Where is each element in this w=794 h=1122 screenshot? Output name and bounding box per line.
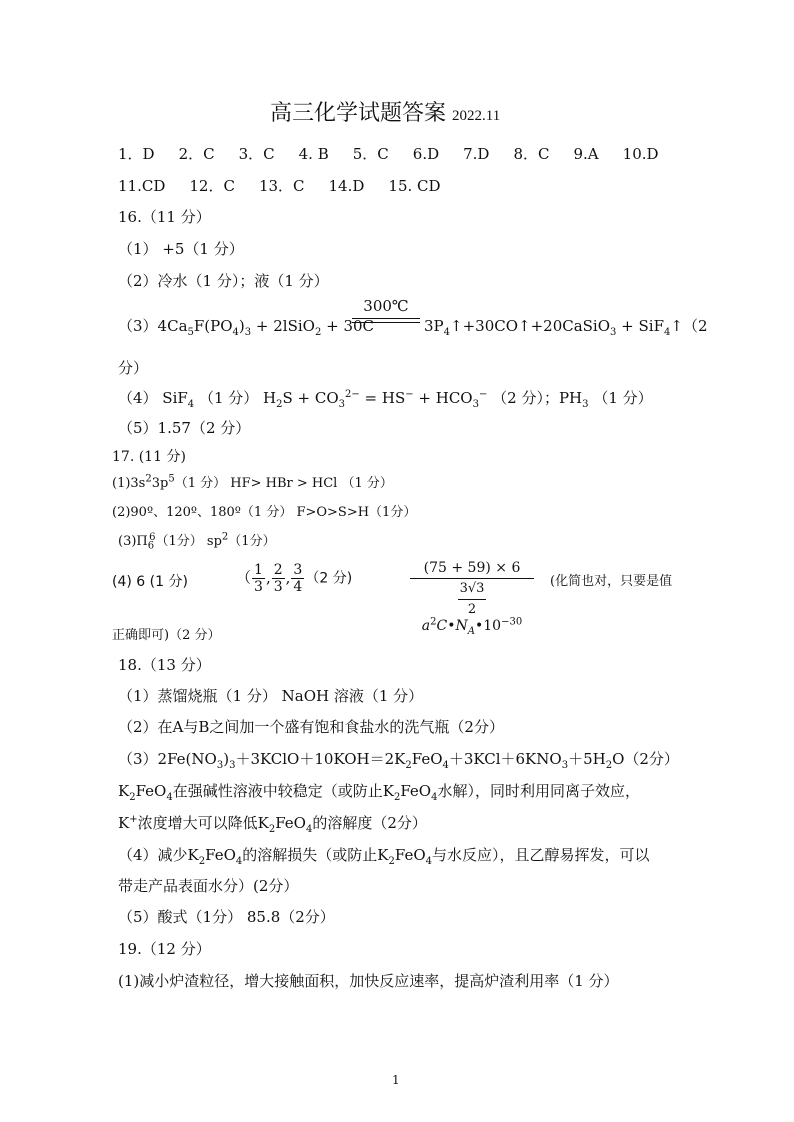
part-text: （1分） sp [155,534,222,549]
q16-part-5: （5）1.57（2 分） [118,419,251,437]
fraction [291,562,304,595]
mc-answers-row-1 [118,144,683,164]
fraction-num: 2 [273,562,283,578]
q16-heading: 16.（11 分） [118,208,211,226]
part-text: 3p [151,476,169,491]
mc-answer: 7.D [463,145,490,163]
mc-answer: 3．C [238,145,275,163]
q16-part-1: （1） +5（1 分） [118,240,244,258]
score-text: （2 分）；PH [492,389,583,407]
q16-part-2: （2）冷水（1 分）；液（1 分） [118,272,329,290]
score-text: （2 [682,317,708,335]
part-text: 的溶解度（2分） [312,814,427,832]
q18-part-4: （4）减少$K_2FeO_4$的溶解损失（或防止$K_2FeO_4$与水反应），且乙醇易挥发，可以 [118,846,650,867]
title-text: 高三化学试题答案 [270,101,447,126]
q18-part-1: （1）蒸馏烧瓶（1 分） NaOH 溶液（1 分） [118,687,424,705]
q17-note-cont: 正确即可)（2 分） [112,628,221,643]
mc-answer: 8．C [513,145,550,163]
mc-answers-row-2 [118,176,465,196]
mc-answer: 14.D [328,177,365,195]
q16-part-3: $(3)4Ca_5F(PO_4)_3$ + 2lSiO$_2$ + 30C [118,317,375,338]
fraction-num: 3 [293,562,303,578]
mc-answer: 2．C [178,145,215,163]
part-label: （3） [118,317,158,335]
fraction [272,562,285,595]
title-date: 2022.11 [452,108,501,124]
fraction-den: 4 [293,579,303,595]
part-text: 在强碱性溶液中较稳定（或防止 [172,782,383,800]
part-text: （1 分） HF> HBr > HCl （1 分） [174,476,393,491]
score-text: （1 分） [198,389,259,407]
q18-part-5: （5）酸式（1分） 85.8（2分） [118,908,335,926]
formula-numerator: (75 + 59) × 6 [410,560,534,579]
q17-heading: 17. (11 分) [112,449,186,465]
q19-heading: 19.（12 分） [118,940,211,958]
part-text: 的溶解损失（或防止 [242,846,378,864]
part-text: 与水反应），且乙醇易挥发，可以 [432,846,650,864]
mc-answer: 1．D [118,145,155,163]
mc-answer: 6.D [412,145,440,163]
score-text: （2 分) [305,570,353,587]
q18-part-3-line-3: K+浓度增大可以降低$K_2FeO_4$的溶解度（2分） [118,814,427,835]
density-formula [410,560,534,637]
q17-part-3: $(3)\Pi_6^6(1$分） $sp^2(1$分） [118,531,276,552]
q18-part-3: $(3)2Fe(NO_3)_3+3KClO+10KOH=2K_2FeO_4+3KCl+6KNO_3+5H_2O(2$分） [118,750,679,771]
q18-part-3-line-2: $K_2FeO_4$在强碱性溶液中较稳定（或防止$K_2FeO_4$水解），同时利用同离子效应， [118,782,640,803]
mc-answer: 9.A [573,145,599,163]
mc-answer: 5．C [352,145,389,163]
part-text: 浓度增大可以降低 [137,814,258,832]
formula-denominator: $\frac{3√3}{2}$ $a^2C•N_A•10^{-30}$ [421,581,523,637]
mc-answer: 11.CD [118,177,166,195]
mc-answer: 15. CD [388,177,441,195]
q17-part-2: (2)90º、120º、180º（1 分） F>O>S>H（1分） [112,505,417,520]
mc-answer: 13．C [258,177,305,195]
mc-answer: 10.D [622,145,659,163]
mc-answer: 12．C [189,177,235,195]
page-number: 1 [392,1073,400,1087]
score-text: （2分） [624,750,679,768]
q19-part-1: (1)减小炉渣粒径，增大接触面积，加快反应速率，提高炉渣利用率（1 分） [118,972,619,990]
mc-answer: 4. B [298,145,329,163]
fraction-den: 3 [273,579,283,595]
q17-note: (化简也对，只要是值 [550,574,673,589]
q16-part-4: （4） SiF$_4$ （1 分） $H_2S + CO_3^{2-} = HS^- + HCO_3^-$ （2 分）；$PH_3$ （1 分） [118,389,653,410]
page-title [270,100,500,130]
part-text: （1分） [228,534,276,549]
q18-part-4-cont: 带走产品表面水分）(2分） [118,877,299,895]
fraction-num: 1 [254,562,263,578]
q17-part-4: (4) 6 (1 分) [112,574,188,590]
q17-fractional-coordinates: （ $\frac{1}{3}$ , $\frac{2}{3}$ , $\frac{3}{4}$ （2 分) [236,562,353,595]
q18-heading: 18.（13 分） [118,656,211,674]
score-text: （1 分） [593,389,653,407]
reaction-condition: 300℃ [363,297,409,315]
fraction-den: 3 [254,579,263,595]
q17-part-1: $(1)3s^23p^5(1$ 分） HF> HBr > HCl （1 分） [112,473,393,491]
fraction [252,562,265,595]
part-text: （4） SiF [118,389,188,407]
q16-part-3-products: $3P_4↑+30CO↑+20CaSiO_3$ + SiF$_4$↑（2 [424,317,708,338]
part-text: 水解），同时利用同离子效应， [437,782,640,800]
part-text: (3)Π [118,534,148,549]
q18-part-2: （2）在A与B之间加一个盛有饱和食盐水的洗气瓶（2分） [118,718,504,736]
part-text: （4）减少 [118,846,188,864]
q16-part-3-cont: 分） [118,359,149,377]
part-text: (1)3s [112,476,146,491]
